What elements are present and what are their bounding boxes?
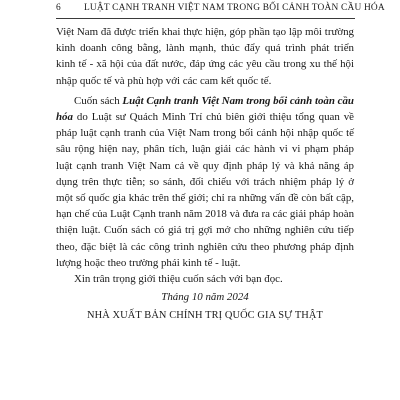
publisher-name: NHÀ XUẤT BẢN CHÍNH TRỊ QUỐC GIA SỰ THẬT <box>87 310 323 321</box>
paragraph-closing: Xin trân trọng giới thiệu cuốn sách với bạn đọc. <box>74 273 283 286</box>
page-number: 6 <box>56 3 61 13</box>
book-title: Luật Cạnh tranh Việt Nam trong bối cảnh toàn cầu hóa <box>56 94 354 124</box>
body-text <box>56 24 354 287</box>
header-rule <box>56 18 355 19</box>
running-header <box>56 3 385 19</box>
paragraph-continuation: Việt Nam đã được triển khai thực hiện, góp phần tạo lập môi trường kinh doanh công bằng, lành mạnh, thúc đẩy quá trình phát triển kinh tế - xã hội của đất nước, đáp ứng các yêu cầu trong xu thế hội nhập quốc tế và phù hợp với các cam kết quốc tế. <box>56 26 354 87</box>
date-line: Tháng 10 năm 2024 <box>161 291 249 303</box>
paragraph-rest: do Luật sư Quách Minh Trí chủ biên giới thiệu tổng quan về pháp luật cạnh tranh của Việt Nam trong bối cảnh hội nhập quốc tế sâu rộng hiện nay, phân tích, luận giải các hành vi vi phạm pháp luật cạnh tranh Việt Nam cả về quy định pháp lý và khả năng áp dụng trên thực tiễn; so sánh, đối chiếu với trách nhiệm pháp lý ở một số quốc gia khác trên thế giới; chỉ ra những vấn đề còn bất cập, hạn chế của Luật Cạnh tranh năm 2018 và đưa ra các giải pháp hoàn thiện luật. Cuốn sách có giá trị gợi mở cho những nghiên cứu tiếp theo, đặc biệt là các công trình nghiên cứu theo phương pháp định lượng hoặc theo trường phái kinh tế - luật. <box>56 111 355 269</box>
paragraph-book-intro <box>56 93 354 271</box>
paragraph-lead: Cuốn sách <box>74 94 123 107</box>
running-title: LUẬT CẠNH TRANH VIỆT NAM TRONG BỐI CẢNH TOÀN CẦU HÓA <box>84 3 385 13</box>
